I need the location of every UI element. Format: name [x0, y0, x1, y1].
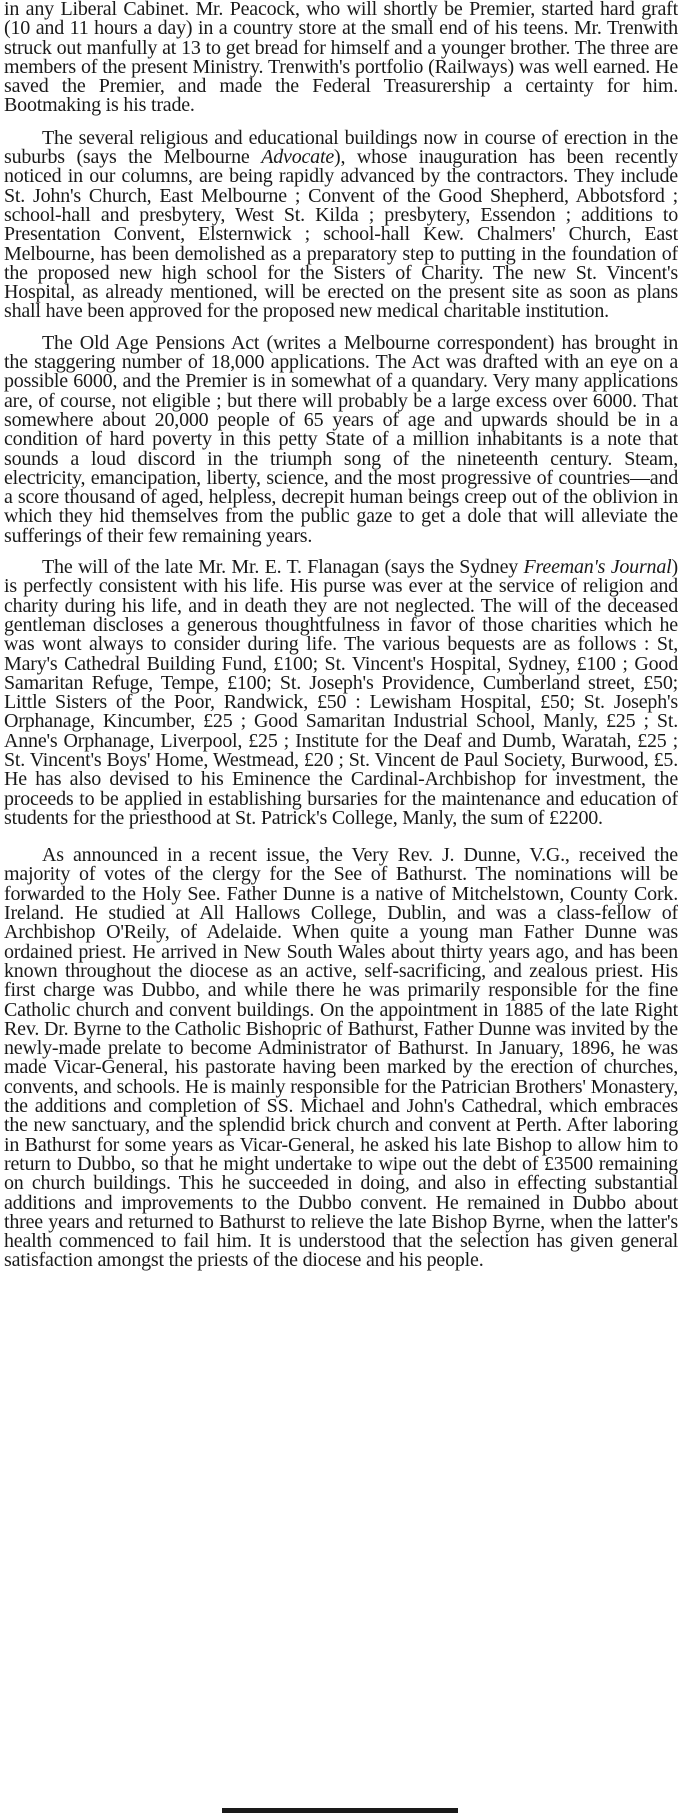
newspaper-name-advocate: Advocate	[261, 146, 335, 169]
paragraph-text: The will of the late Mr. Mr. E. T. Flanagan (says the Sydney	[42, 556, 524, 579]
paragraph-melbourne-buildings	[4, 126, 678, 323]
paragraph-old-age-pensions: The Old Age Pensions Act (writes a Melbourne correspondent) has brought in the staggering number of 18,000 applications. The Act was drafted with an eye on a possible 6000, and the Premier is in somewhat of a quandary. Very many applications are, of course, not eligible ; but there will probably be a large excess over 6000. That somewhere about 20,000 people of 65 years of age and upwards should be in a condition of hard poverty in this petty State of a million inhabitants is a note that sounds a loud discord in the triumph song of the nineteenth century. Steam, electricity, emancipation, liberty, science, and the most progressive of countries—and a score thousand of aged, helpless, decrepit human beings creep out of the oblivion in which they hid themselves from the public gaze to get a dole that will alleviate the sufferings of their few remaining years.	[4, 331, 678, 547]
newspaper-name-freemans-journal: Freeman's Journal	[523, 556, 672, 579]
paragraph-cabinet-ministers: in any Liberal Cabinet. Mr. Peacock, who will shortly be Premier, started hard graft (10 and 11 hours a day) in a country store at the small end of his teens. Mr. Trenwith struck out manfully at 13 to get bread for himself and a younger brother. The three are members of the present Ministry. Trenwith's portfolio (Railways) was well earned. He saved the Premier, and made the Federal Treasurership a certainty for him. Bootmaking is his trade.	[4, 0, 678, 117]
paragraph-text: ), whose inauguration has been recently noticed in our columns, are being rapidly advanced by the contractors. They include St. John's Church, East Melbourne ; Convent of the Good Shepherd, Abbotsford ; school-hall and presbytery, West St. Kilda ; presbytery, Essendon ; additions to Presentation Convent, Elsternwick ; school-hall Kew. Chalmers' Church, East Melbourne, has been demolished as a preparatory step to putting in the foundation of the proposed new high school for the Sisters of Charity. The new St. Vincent's Hospital, as already mentioned, will be erected on the present site as soon as plans shall have been approved for the proposed new medical charitable institution.	[4, 146, 678, 323]
paragraph-text: ) is perfectly consistent with his life. His purse was ever at the service of religion and charity during his life, and in death they are not neglected. The will of the deceased gentleman discloses a generous thoughtfulness in favor of those charities which he was wont always to consider during life. The various bequests are as follows : St, Mary's Cathedral Building Fund, £100; St. Vincent's Hospital, Sydney, £100 ; Good Samaritan Refuge, Tempe, £100; St. Joseph's Providence, Cumberland street, £50; Little Sisters of the Poor, Randwick, £50 : Lewisham Hospital, £50; St. Joseph's Orphanage, Kincumber, £25 ; Good Samaritan Industrial School, Manly, £25 ; St. Anne's Orphanage, Liverpool, £25 ; Institute for the Deaf and Dumb, Waratah, £25 ; St. Vincent's Boys' Home, Westmead, £20 ; St. Vincent de Paul Society, Burwood, £5. He has also devised to his Eminence the Cardinal-Archbishop for investment, the proceeds to be applied in establishing bursaries for the maintenance and education of students for the priesthood at St. Patrick's College, Manly, the sum of £2200.	[4, 556, 678, 829]
paragraph-text: The several religious and educational buildings now in course of erection in the suburbs (says the Melbourne	[4, 126, 678, 169]
column-end-rule	[222, 1808, 458, 1813]
newspaper-column	[4, 0, 678, 1819]
paragraph-father-dunne: As announced in a recent issue, the Very Rev. J. Dunne, V.G., received the majority of votes of the clergy for the See of Bathurst. The nominations will be forwarded to the Holy See. Father Dunne is a native of Mitchelstown, County Cork. Ireland. He studied at All Hallows College, Dublin, and was a class-fellow of Archbishop O'Reily, of Adelaide. When quite a young man Father Dunne was ordained priest. He arrived in New South Wales about thirty years ago, and has been known throughout the diocese as an active, self-sacrificing, and zealous priest. His first charge was Dubbo, and while there he was primarily responsible for the fine Catholic church and convent buildings. On the appointment in 1885 of the late Right Rev. Dr. Byrne to the Catholic Bishopric of Bathurst, Father Dunne was invited by the newly-made prelate to become Administrator of Bathurst. In January, 1896, he was made Vicar-General, his pastorate having been marked by the erection of churches, convents, and schools. He is mainly responsible for the Patrician Brothers' Monastery, the additions and completion of SS. Michael and John's Cathedral, which embraces the new sanctuary, and the splendid brick church and convent at Perth. After laboring in Bathurst for some years as Vicar-General, he asked his late Bishop to allow him to return to Dubbo, so that he might undertake to wipe out the debt of £3500 remaining on church buildings. This he succeeded in doing, and also in effecting substantial additions and improvements to the Dubbo convent. He remained in Dubbo about three years and returned to Bathurst to relieve the late Bishop Byrne, when the latter's health commenced to fail him. It is understood that the selection has given general satisfaction amongst the priests of the diocese and his people.	[4, 844, 678, 1272]
paragraph-flanagan-will	[4, 558, 678, 828]
